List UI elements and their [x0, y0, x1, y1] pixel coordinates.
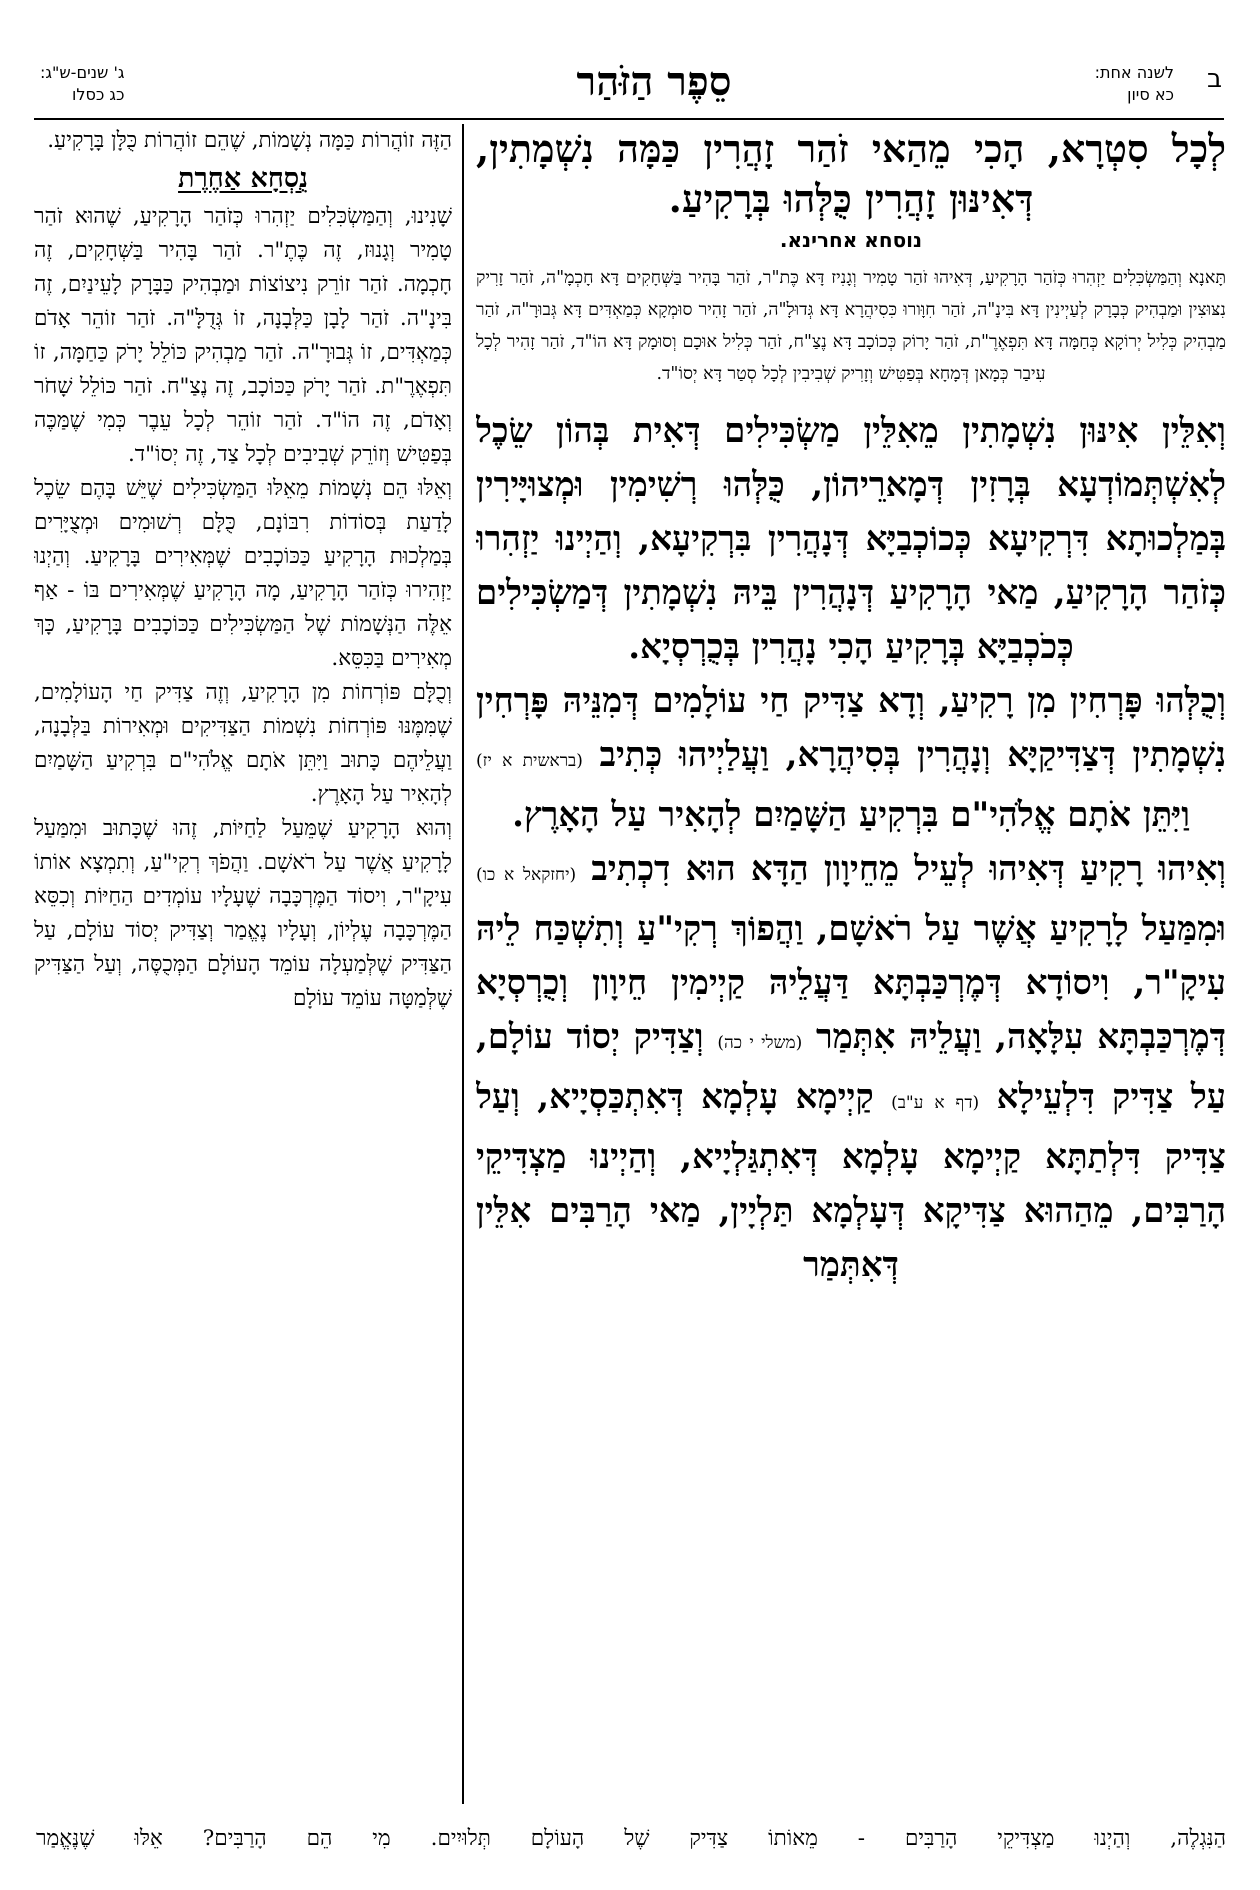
main-para-1: וְאִלֵּין אִינּוּן נִשְׁמָתִין מֵאִלֵּין מַשְׂכִּילִים דְּאִית בְּהוֹן שֵׂכֶל לְאִשְׁתְּמוֹדְעָא בְּרָזִין דְּמָארֵיהוֹן, כֻּלְּהוּ רְשִׁימִין וּמְצוּיָּירִין בְּמַלְכוּתָא דִּרְקִיעָא כְּכוֹכְבַיָּא דְּנָהֲרִין בִּרְקִיעָא, וְהַיְינוּ יַזְהִרוּ כְּזֹהַר הָרָקִיעַ, מַאי הָרָקִיעַ דְּנָהֲרִין בֵּיהּ נִשְׁמָתִין דְּמַשְׂכִּילִים כְּכֹכְבַיָּא בְּרָקִיעַ הָכִי נָהֲרִין בְּכֻרְסְיָא.: [476, 411, 1226, 667]
header-schedule-right: [1095, 62, 1174, 106]
main-para-3: [476, 842, 1226, 1292]
main-para-2a: וְכֻלְּהוּ פָּרְחִין מִן רָקִיעַ, וְדָא צַדִּיק חַי עוֹלָמִים דְּמִנֵּיהּ פָּרְחִין נִשְׁמָתִין דְּצַדִּיקַיָּא וְנָהֲרִין בְּסִיהֲרָא, וַעֲלַיְיהוּ כְּתִיב: [476, 681, 1226, 775]
side-body: [34, 124, 452, 1016]
nosach-label: נוסחא אחרינא.: [779, 228, 923, 252]
header-schedule-left: [40, 62, 124, 106]
side-para-4: וְהוּא הָרָקִיעַ שֶׁמֵּעַל לַחַיּוֹת, זֶהוּ שֶׁכָּתוּב וּמִמַּעַל לָרָקִיעַ אֲשֶׁר עַל רֹאשָׁם. וַהֲפֹךְ רְקִי"עַ, וְתִמְצָא אוֹתוֹ עִיקָ"ר, וִיסוֹד הַמֶּרְכָּבָה שֶׁעָלָיו עוֹמְדִים הַחַיּוֹת וְכִסֵּא הַמֶּרְכָּבָה עֶלְיוֹן, וְעָלָיו נֶאֱמַר וְצַדִּיק יְסוֹד עוֹלָם, עַל הַצַּדִּיק שֶׁלְּמַעְלָה עוֹמֵד הָעוֹלָם הַמְּכֻסֶּה, וְעַל הַצַּדִּיק שֶׁלְּמַטָּה עוֹמֵד עוֹלָם: [34, 816, 452, 1011]
main-para-2b: וַיִּתֵּן אֹתָם אֱלֹהִי"ם בִּרְקִיעַ הַשָּׁמַיִם לְהָאִיר עַל הָאָרֶץ.: [512, 795, 1190, 835]
page-header: [34, 58, 1224, 120]
main-column: [476, 124, 1226, 1812]
header-right-line2: כא סיון: [1127, 85, 1174, 104]
main-para-3d: קַיְימָא עָלְמָא דְּאִתְכַּסְיָיא, וְעַל צַדִּיק דִּלְתַתָּא קַיְימָא עָלְמָא דְּאִתְגַּלְיָיא, וְהַיְינוּ מַצְדִּיקֵי הָרַבִּים, מֵהַהוּא צַדִּיקָא דְּעָלְמָא תַּלְיָין, מַאי הָרַבִּים אִלֵּין דְּאִתְּמַר: [476, 1077, 1226, 1285]
side-para-2: וְאֵלּוּ הֵם נְשָׁמוֹת מֵאֵלּוּ הַמַּשְׂכִּילִים שֶׁיֵּשׁ בָּהֶם שֵׂכֶל לָדַעַת בְּסוֹדוֹת רִבּוֹנָם, כֻּלָּם רְשׁוּמִים וּמְצֻיָּרִים בְּמַלְכוּת הָרָקִיעַ כַּכּוֹכָבִים שֶׁמְּאִירִים בָּרָקִיעַ. וְהַיְנוּ יַזְהִירוּ כְּזֹהַר הָרָקִיעַ, מָה הָרָקִיעַ שֶׁמְּאִירִים בּוֹ - אַף אֵלֶּה הַנְּשָׁמוֹת שֶׁל הַמַּשְׂכִּילִים כַּכּוֹכָבִים בָּרָקִיעַ, כָּךְ מְאִירִים בַּכִּסֵּא.: [34, 476, 452, 671]
main-opening: [476, 124, 1226, 224]
verse-reference: (משלי י כה): [717, 1033, 803, 1053]
verse-reference: (בראשית א יז): [476, 751, 583, 771]
main-para-3c: וְצַדִּיק יְסוֹד עוֹלָם, עַל צַדִּיק דִּלְעֵילָא: [476, 1017, 1226, 1117]
folio-reference: (דף א ע"ב): [891, 1093, 980, 1113]
main-para-3b: וּמִמַּעַל לָרָקִיעַ אֲשֶׁר עַל רֹאשָׁם, וַהֲפוֹךְ רְקִי"עַ וְתִשְׁכַּח לֵיהּ עִיקָ"ר, וִיסוֹדָא דְּמֶרְכַּבְתָּא דַּעֲלֵיהּ קַיְימִין חֵיוָון וְכֻרְסְיָא דְּמֶרְכַּבְתָּא עִלָּאָה, וַעֲלֵיהּ אִתְּמַר: [476, 909, 1226, 1057]
header-left-line2: כג כסלו: [72, 85, 125, 104]
main-para-2: [476, 674, 1226, 842]
page-number: ב: [1206, 64, 1222, 94]
column-divider: [462, 124, 464, 1804]
side-para-1: שָׁנִינוּ, וְהַמַּשְׂכִּלִים יַזְהִרוּ כְּזֹהַר הָרָקִיעַ, שֶׁהוּא זֹהַר טָמִיר וְגָנוּז, זֶה כֶּתֶ"ר. זֹהַר בָּהִיר בַּשְּׁחָקִים, זֶה חָכְמָה. זֹהַר זוֹרֵק נִיצוֹצוֹת וּמַבְהִיק כַּבָּרָק לָעֵינַיִם, זֶה בִּינָ"ה. זֹהַר לָבָן כַּלְּבָנָה, זוֹ גְּדֻלָּ"ה. זֹהַר זוֹהֵר אָדֹם כְּמַאְדִּים, זוֹ גְּבוּרָ"ה. זֹהַר מַבְהִיק כּוֹלֵל יָרֹק כַּחַמָּה, זוֹ תִּפְאֶרֶ"ת. זֹהַר יָרֹק כַּכּוֹכָב, זֶה נֶצַ"ח. זֹהַר כּוֹלֵל שָׁחֹר וְאָדֹם, זֶה הוֹ"ד. זֹהַר זוֹהֵר לְכָל עֵבֶר כְּמִי שֶׁמַּכֶּה בְּפַטִּישׁ וְזוֹרֵק שְׁבִיבִים לְכָל צַד, זֶה יְסוֹ"ד.: [34, 204, 452, 467]
side-heading: נֻסְחָא אַחֶרֶת: [178, 163, 308, 194]
header-right-line1: לשנה אחת:: [1094, 63, 1174, 82]
side-opening: הַזֶּה זוֹהֲרוֹת כַּמָּה נְשָׁמוֹת, שֶׁהֵם זוֹהֲרוֹת כֻּלָּן בָּרָקִיעַ.: [47, 128, 452, 153]
header-rule: [34, 118, 1224, 120]
footer-continuation: הַנִּגְלֶה, וְהַיְנוּ מַצְדִּיקֵי הָרַבִּים - מֵאוֹתוֹ צַדִּיק שֶׁל הָעוֹלָם תְּלוּיִים. מִי הֵם הָרַבִּים? אֵלּוּ שֶׁנֶּאֱמַר: [36, 1826, 1226, 1851]
main-opening-text: לְכָל סִטְרָא, הָכִי מֵהַאי זֹהַר זָהֲרִין כַּמָּה נִשְׁמָתִין, דְּאִינּוּן זָהֲרִין כֻּלְּהוּ בְּרָקִיעַ.: [476, 126, 1226, 221]
verse-reference: (יחזקאל א כו): [476, 865, 577, 885]
main-body: [476, 404, 1226, 1292]
nosach-text: תָּאנָא וְהַמַּשְׂכִּלִים יַזְהִרוּ כְּזֹהַר הָרָקִיעַ, דְּאִיהוּ זֹהַר טָמִיר וְגָנִיז דָּא כֶּת"ר, זֹהַר בָּהִיר בַּשְּׁחָקִים דָּא חָכְמָ"ה, זֹהַר זָרִיק נִצּוּצִין וּמַבְהִיק כְּבָרָק לְעַיְינִין דָּא בִּינָ"ה, זֹהַר חִוָּורוּ כִּסִיהֲרָא דָּא גְּדוּלָ"ה, זֹהַר זָהִיר סוּמְקָא כְּמַאְדִּים דָּא גְּבוּרָ"ה, זֹהַר מַבְהִיק כְּלִיל יְרוֹקָא כְּחַמָּה דָּא תִּפְאֶרֶ"ת, זֹהַר יָרוֹק כְּכוֹכָב דָּא נֶצַ"ח, זֹהַר כְּלִיל אוּכָם וְסוּמָק דָּא הוֹ"ד, זֹהַר זָהִיר לְכָל עִיבַר כְּמָאן דְּמָחָא בְּפַטִּישׁ וְזָרִיק שְׁבִיבִין לְכָל סְטַר דָּא יְסוֹ"ד.: [476, 268, 1226, 384]
book-title: סֵפֶר הַזֹּהַר: [576, 58, 732, 105]
main-para-3a: וְאִיהוּ רָקִיעַ דְּאִיהוּ לְעֵיל מֵחֵיוָון הַדָּא הוּא דִכְתִיב: [591, 849, 1226, 889]
header-left-line1: ג' שנים-ש"ג:: [40, 63, 125, 82]
side-para-3: וְכֻלָּם פּוֹרְחוֹת מִן הָרָקִיעַ, וְזֶה צַדִּיק חַי הָעוֹלָמִים, שֶׁמִּמֶּנּוּ פּוֹרְחוֹת נִשְׁמוֹת הַצַּדִּיקִים וּמְאִירוֹת בַּלְּבָנָה, וַעֲלֵיהֶם כָּתוּב וַיִּתֵּן אֹתָם אֱלֹהִי"ם בִּרְקִיעַ הַשָּׁמַיִם לְהָאִיר עַל הָאָרֶץ.: [34, 680, 452, 807]
translation-column: [34, 124, 452, 1812]
